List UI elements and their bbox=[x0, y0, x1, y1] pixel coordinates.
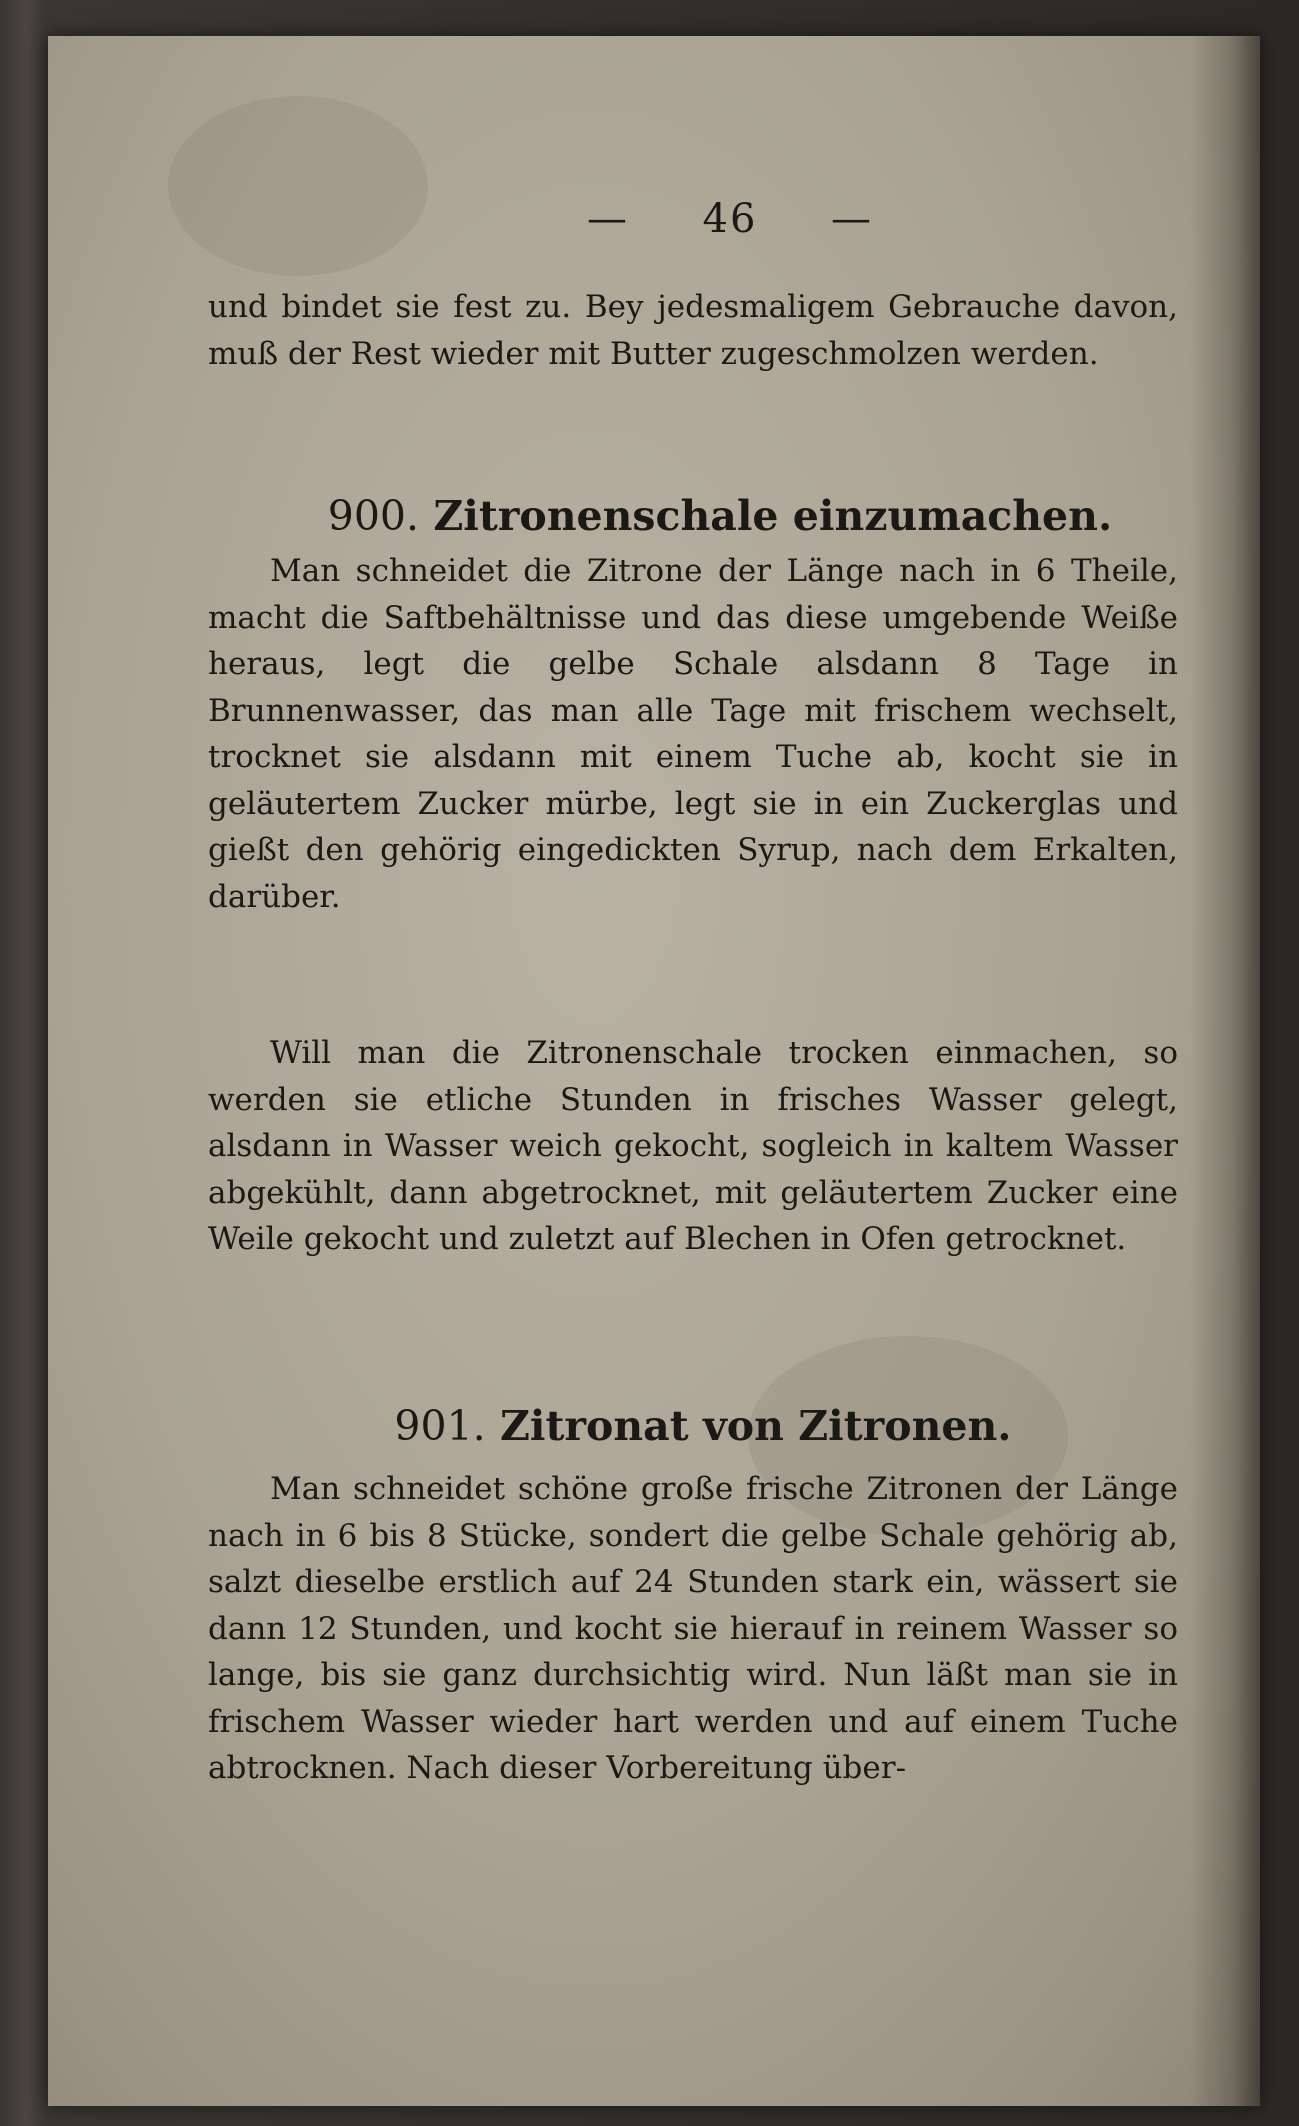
section-901-paragraph-1: Man schneidet schöne große frische Zitronen der Länge nach in 6 bis 8 Stücke, sondert die gelbe Schale gehörig ab, salzt dieselbe erstlich auf 24 Stunden stark ein, wässert sie dann 12 Stunden, und kocht sie hierauf in reinem Wasser so lange, bis sie ganz durchsichtig wird. Nun läßt man sie in frischem Wasser wieder hart werden und auf einem Tuche abtrocknen. Nach dieser Vorbereitung über- bbox=[208, 1471, 1178, 1786]
section-900-title: Zitronenschale einzumachen. bbox=[433, 492, 1113, 540]
page-gutter-shadow bbox=[1190, 36, 1260, 2106]
section-901-paragraph-1-block bbox=[208, 1466, 1178, 1792]
section-901-title: Zitronat von Zitronen. bbox=[499, 1402, 1012, 1450]
paper-stain bbox=[168, 96, 428, 276]
section-900-paragraph-1-block bbox=[208, 548, 1178, 920]
page-number: 46 bbox=[702, 196, 758, 242]
page-header bbox=[530, 196, 930, 242]
section-901-heading bbox=[208, 1396, 1198, 1456]
header-dash-right: — bbox=[831, 196, 874, 242]
section-900-paragraph-2: Will man die Zitronenschale trocken einmachen, so werden sie etliche Stunden in frisches Wasser gelegt, alsdann in Wasser weich gekocht, sogleich in kaltem Wasser abgekühlt, dann abgetrocknet, mit geläutertem Zucker eine Weile gekocht und zuletzt auf Blechen in Ofen getrocknet. bbox=[208, 1035, 1178, 1257]
section-900-paragraph-2-block bbox=[208, 1030, 1178, 1263]
continuation-block bbox=[208, 284, 1178, 377]
section-901-number: 901. bbox=[394, 1402, 486, 1450]
section-900-paragraph-1: Man schneidet die Zitrone der Länge nach in 6 Theile, macht die Saftbehältnisse und das diese umgebende Weiße heraus, legt die gelbe Schale alsdann 8 Tage in Brunnenwasser, das man alle Tage mit frischem wechselt, trocknet sie alsdann mit einem Tuche ab, kocht sie in geläutertem Zucker mürbe, legt sie in ein Zuckerglas und gießt den gehörig eingedickten Syrup, nach dem Erkalten, darüber. bbox=[208, 553, 1178, 915]
section-900-number: 900. bbox=[327, 492, 420, 540]
continuation-paragraph: und bindet sie fest zu. Bey jedesmaligem Gebrauche davon, muß der Rest wieder mit Butter zugeschmolzen werden. bbox=[208, 289, 1178, 372]
section-900-heading bbox=[230, 486, 1210, 546]
header-dash-left: — bbox=[586, 196, 629, 242]
